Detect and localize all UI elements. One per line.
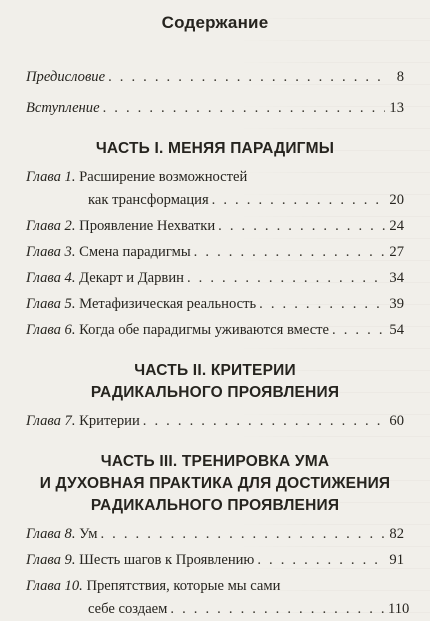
toc-entry-chapter-10-cont[interactable]	[26, 598, 410, 621]
part-title: ЧАСТЬ II. КРИТЕРИИ	[134, 362, 296, 379]
page-number: 8	[396, 69, 404, 85]
dot-leader	[187, 267, 385, 290]
part-title-cont: РАДИКАЛЬНОГО ПРОЯВЛЕНИЯ	[90, 497, 340, 514]
toc-entry-chapter-10[interactable]	[26, 575, 404, 598]
chapter-title: Декарт и Дарвин	[79, 270, 184, 286]
dot-leader	[103, 97, 385, 120]
chapter-label: Глава 8.	[26, 526, 76, 542]
chapter-label: Глава 9.	[26, 552, 76, 568]
page-number: 27	[389, 244, 404, 260]
chapter-label: Глава 10.	[26, 578, 83, 594]
dot-leader	[194, 241, 385, 264]
toc-entry-chapter-7[interactable]	[26, 410, 404, 433]
toc-title: Содержание	[161, 13, 269, 32]
chapter-title-cont: как трансформация	[88, 192, 209, 208]
page-number: 39	[389, 296, 404, 312]
toc-entry-chapter-1-cont[interactable]	[26, 189, 404, 212]
chapter-label: Глава 2.	[26, 218, 76, 234]
page-number: 91	[389, 552, 404, 568]
dot-leader	[143, 410, 385, 433]
toc-entry-chapter-5[interactable]	[26, 293, 404, 316]
toc-entry-preface[interactable]	[26, 66, 404, 89]
toc-entry-chapter-8[interactable]	[26, 523, 404, 546]
page-number: 110	[388, 601, 410, 617]
dot-leader	[218, 215, 385, 238]
page-number: 13	[389, 100, 404, 116]
toc-entry-chapter-6[interactable]	[26, 319, 404, 342]
page-number: 54	[389, 322, 404, 338]
toc-entry-chapter-4[interactable]	[26, 267, 404, 290]
toc-entry-introduction[interactable]	[26, 97, 404, 120]
part-title: ЧАСТЬ I. МЕНЯЯ ПАРАДИГМЫ	[95, 140, 335, 157]
part-title-cont: РАДИКАЛЬНОГО ПРОЯВЛЕНИЯ	[90, 384, 340, 401]
chapter-title: Препятствия, которые мы сами	[86, 578, 281, 594]
table-of-contents	[26, 12, 410, 621]
chapter-title: Когда обе парадигмы уживаются вместе	[79, 322, 330, 338]
toc-entry-chapter-9[interactable]	[26, 549, 404, 572]
dot-leader	[170, 598, 385, 621]
chapter-title: Смена парадигмы	[79, 244, 191, 260]
part-title: ЧАСТЬ III. ТРЕНИРОВКА УМА	[100, 453, 330, 470]
chapter-label: Глава 6.	[26, 322, 76, 338]
entry-label: Вступление	[26, 100, 100, 116]
chapter-label: Глава 3.	[26, 244, 76, 260]
chapter-label: Глава 1.	[26, 169, 76, 185]
page-number: 24	[389, 218, 404, 234]
chapter-title: Критерии	[79, 413, 140, 429]
dot-leader	[108, 66, 385, 89]
chapter-label: Глава 5.	[26, 296, 76, 312]
chapter-title: Шесть шагов к Проявлению	[79, 552, 255, 568]
dot-leader	[257, 549, 385, 572]
toc-entry-chapter-1[interactable]	[26, 166, 404, 189]
part-title-cont: И ДУХОВНАЯ ПРАКТИКА ДЛЯ ДОСТИЖЕНИЯ	[39, 475, 391, 492]
chapter-label: Глава 7.	[26, 413, 76, 429]
page-number: 20	[389, 192, 404, 208]
page-number: 60	[389, 413, 404, 429]
dot-leader	[332, 319, 385, 342]
chapter-title-cont: себе создаем	[88, 601, 168, 617]
dot-leader	[259, 293, 385, 316]
chapter-title: Метафизическая реальность	[79, 296, 257, 312]
toc-entry-chapter-3[interactable]	[26, 241, 404, 264]
page-number: 34	[389, 270, 404, 286]
toc-entry-chapter-2[interactable]	[26, 215, 404, 238]
chapter-label: Глава 4.	[26, 270, 76, 286]
dot-leader	[212, 189, 385, 212]
chapter-title: Расширение возможностей	[79, 169, 248, 185]
page-number: 82	[389, 526, 404, 542]
chapter-title: Ум	[79, 526, 98, 542]
chapter-title: Проявление Нехватки	[79, 218, 216, 234]
entry-label: Предисловие	[26, 69, 106, 85]
dot-leader	[100, 523, 385, 546]
